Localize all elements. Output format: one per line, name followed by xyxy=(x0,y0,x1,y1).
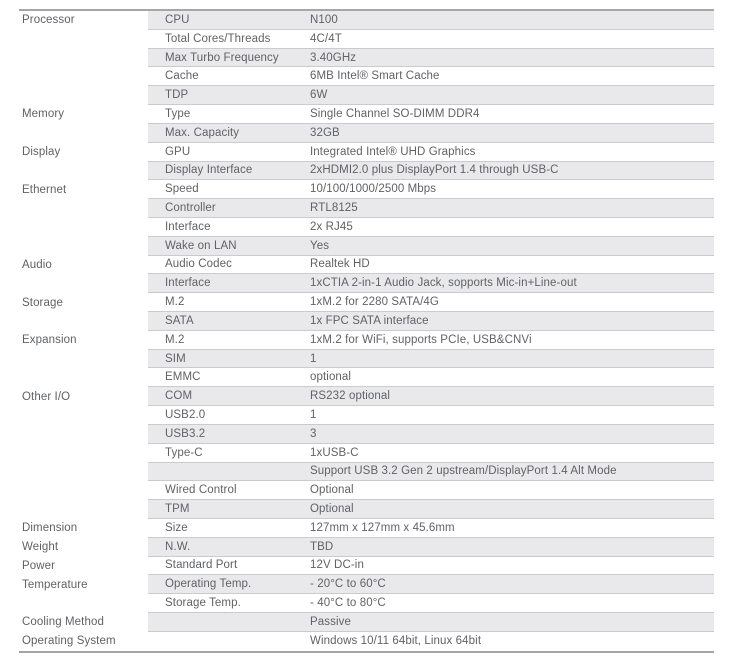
spec-value: 1 xyxy=(310,408,317,421)
category-label xyxy=(19,594,148,613)
spec-label: N.W. xyxy=(165,540,191,553)
table-row xyxy=(19,199,714,218)
spec-label: COM xyxy=(165,390,193,403)
spec-value: 3 xyxy=(310,427,317,440)
row-cells xyxy=(148,500,714,519)
category-label xyxy=(19,67,148,86)
table-row xyxy=(19,463,714,482)
spec-value: 1x FPC SATA interface xyxy=(310,314,429,327)
spec-label: TDP xyxy=(165,89,189,102)
row-cells xyxy=(148,274,714,293)
row-cells xyxy=(148,575,714,594)
category-label xyxy=(19,274,148,293)
row-cells xyxy=(148,49,714,68)
category-label xyxy=(19,406,148,425)
row-cells xyxy=(148,162,714,181)
spec-value: Optional xyxy=(310,503,354,516)
category-label: Expansion xyxy=(19,331,148,350)
spec-value: 127mm x 127mm x 45.6mm xyxy=(310,521,455,534)
row-cells xyxy=(148,331,714,350)
spec-value: RS232 optional xyxy=(310,390,391,403)
table-row xyxy=(19,594,714,613)
spec-label: Display Interface xyxy=(165,164,253,177)
spec-value: Passive xyxy=(310,615,351,628)
spec-value: Windows 10/11 64bit, Linux 64bit xyxy=(310,635,482,648)
spec-label: Type xyxy=(165,107,191,120)
category-label: Weight xyxy=(19,538,148,557)
row-cells xyxy=(148,237,714,256)
spec-value: 1xM.2 for 2280 SATA/4G xyxy=(310,296,439,309)
specification-table xyxy=(19,9,714,653)
spec-label: CPU xyxy=(165,13,190,26)
table-row xyxy=(19,575,714,594)
spec-value: 2xHDMI2.0 plus DisplayPort 1.4 through USB-C xyxy=(310,164,559,177)
spec-value: 3.40GHz xyxy=(310,51,357,64)
spec-label: Size xyxy=(165,521,188,534)
spec-label: M.2 xyxy=(165,333,185,346)
table-row xyxy=(19,124,714,143)
category-label xyxy=(19,312,148,331)
row-cells xyxy=(148,463,714,482)
table-row xyxy=(19,218,714,237)
table-row xyxy=(19,274,714,293)
spec-value: N100 xyxy=(310,13,338,26)
table-row xyxy=(19,444,714,463)
category-label: Memory xyxy=(19,105,148,124)
table-row xyxy=(19,406,714,425)
table-row xyxy=(19,368,714,387)
spec-label: SIM xyxy=(165,352,186,365)
row-cells xyxy=(148,30,714,49)
spec-value: 2x RJ45 xyxy=(310,220,353,233)
row-cells xyxy=(148,180,714,199)
spec-value: 1xCTIA 2-in-1 Audio Jack, sopports Mic-in+Line-out xyxy=(310,277,577,290)
category-label: Display xyxy=(19,143,148,162)
category-label: Other I/O xyxy=(19,387,148,406)
category-label xyxy=(19,30,148,49)
row-cells xyxy=(148,444,714,463)
row-cells xyxy=(148,256,714,275)
spec-value: Yes xyxy=(310,239,330,252)
spec-label: Standard Port xyxy=(165,559,238,572)
spec-label: TPM xyxy=(165,503,190,516)
spec-value: 6MB Intel® Smart Cache xyxy=(310,70,440,83)
table-row xyxy=(19,49,714,68)
row-cells xyxy=(148,293,714,312)
spec-value: 6W xyxy=(310,89,328,102)
spec-label: Max Turbo Frequency xyxy=(165,51,279,64)
table-row xyxy=(19,387,714,406)
row-cells xyxy=(148,143,714,162)
spec-label: Storage Temp. xyxy=(165,597,241,610)
row-cells xyxy=(148,481,714,500)
spec-label: Speed xyxy=(165,183,199,196)
table-row xyxy=(19,67,714,86)
spec-value: Realtek HD xyxy=(310,258,370,271)
table-row xyxy=(19,11,714,30)
spec-label: Total Cores/Threads xyxy=(165,32,271,45)
spec-value: - 20°C to 60°C xyxy=(310,578,386,591)
row-cells xyxy=(148,406,714,425)
row-cells xyxy=(148,86,714,105)
row-cells xyxy=(148,632,714,651)
category-label xyxy=(19,237,148,256)
row-cells xyxy=(148,124,714,143)
category-label: Processor xyxy=(19,11,148,30)
row-cells xyxy=(148,594,714,613)
table-row xyxy=(19,538,714,557)
row-cells xyxy=(148,519,714,538)
table-row xyxy=(19,293,714,312)
row-cells xyxy=(148,67,714,86)
table-row xyxy=(19,425,714,444)
row-cells xyxy=(148,425,714,444)
category-label: Cooling Method xyxy=(19,613,148,632)
table-row xyxy=(19,162,714,181)
spec-value: 10/100/1000/2500 Mbps xyxy=(310,183,437,196)
category-label xyxy=(19,218,148,237)
spec-value: Support USB 3.2 Gen 2 upstream/DisplayPort 1.4 Alt Mode xyxy=(310,465,617,478)
table-row xyxy=(19,500,714,519)
row-cells xyxy=(148,368,714,387)
category-label xyxy=(19,500,148,519)
spec-label: Interface xyxy=(165,277,211,290)
spec-value: 4C/4T xyxy=(310,32,342,45)
spec-value: 1 xyxy=(310,352,317,365)
category-label: Audio xyxy=(19,256,148,275)
spec-label: Controller xyxy=(165,202,216,215)
table-row xyxy=(19,312,714,331)
spec-value: Optional xyxy=(310,484,354,497)
category-label: Storage xyxy=(19,293,148,312)
table-row xyxy=(19,237,714,256)
spec-label: Operating Temp. xyxy=(165,578,252,591)
spec-value: RTL8125 xyxy=(310,202,358,215)
category-label xyxy=(19,86,148,105)
table-row xyxy=(19,256,714,275)
category-label xyxy=(19,368,148,387)
category-label xyxy=(19,463,148,482)
category-label xyxy=(19,199,148,218)
category-label xyxy=(19,425,148,444)
spec-value: Integrated Intel® UHD Graphics xyxy=(310,145,476,158)
spec-value: Single Channel SO-DIMM DDR4 xyxy=(310,107,480,120)
spec-label: USB2.0 xyxy=(165,408,206,421)
table-row xyxy=(19,557,714,576)
table-row xyxy=(19,350,714,369)
table-row xyxy=(19,143,714,162)
category-label xyxy=(19,124,148,143)
table-row xyxy=(19,105,714,124)
table-row xyxy=(19,331,714,350)
spec-label: Interface xyxy=(165,220,211,233)
spec-label: Wake on LAN xyxy=(165,239,237,252)
spec-value: - 40°C to 80°C xyxy=(310,597,386,610)
spec-label: Audio Codec xyxy=(165,258,232,271)
row-cells xyxy=(148,199,714,218)
row-cells xyxy=(148,613,714,632)
category-label: Power xyxy=(19,557,148,576)
spec-value: 12V DC-in xyxy=(310,559,364,572)
spec-value: optional xyxy=(310,371,352,384)
category-label: Dimension xyxy=(19,519,148,538)
row-cells xyxy=(148,312,714,331)
table-row xyxy=(19,30,714,49)
row-cells xyxy=(148,105,714,124)
table-row xyxy=(19,632,714,651)
category-label: Ethernet xyxy=(19,180,148,199)
category-label xyxy=(19,350,148,369)
spec-label: EMMC xyxy=(165,371,201,384)
row-cells xyxy=(148,350,714,369)
category-label xyxy=(19,162,148,181)
table-row xyxy=(19,86,714,105)
spec-label: USB3.2 xyxy=(165,427,206,440)
spec-label: Max. Capacity xyxy=(165,126,240,139)
table-row xyxy=(19,613,714,632)
spec-value: 1xUSB-C xyxy=(310,446,359,459)
row-cells xyxy=(148,538,714,557)
category-label xyxy=(19,444,148,463)
table-row xyxy=(19,180,714,199)
category-label: Operating System xyxy=(19,632,148,651)
spec-value: TBD xyxy=(310,540,334,553)
spec-label: SATA xyxy=(165,314,194,327)
table-row xyxy=(19,519,714,538)
table-row xyxy=(19,481,714,500)
spec-label: M.2 xyxy=(165,296,185,309)
row-cells xyxy=(148,557,714,576)
category-label: Temperature xyxy=(19,575,148,594)
spec-value: 32GB xyxy=(310,126,340,139)
spec-value: 1xM.2 for WiFi, supports PCIe, USB&CNVi xyxy=(310,333,532,346)
row-cells xyxy=(148,218,714,237)
spec-label: GPU xyxy=(165,145,191,158)
row-cells xyxy=(148,387,714,406)
spec-label: Type-C xyxy=(165,446,203,459)
category-label xyxy=(19,49,148,68)
category-label xyxy=(19,481,148,500)
row-cells xyxy=(148,11,714,30)
spec-label: Cache xyxy=(165,70,199,83)
spec-label: Wired Control xyxy=(165,484,237,497)
